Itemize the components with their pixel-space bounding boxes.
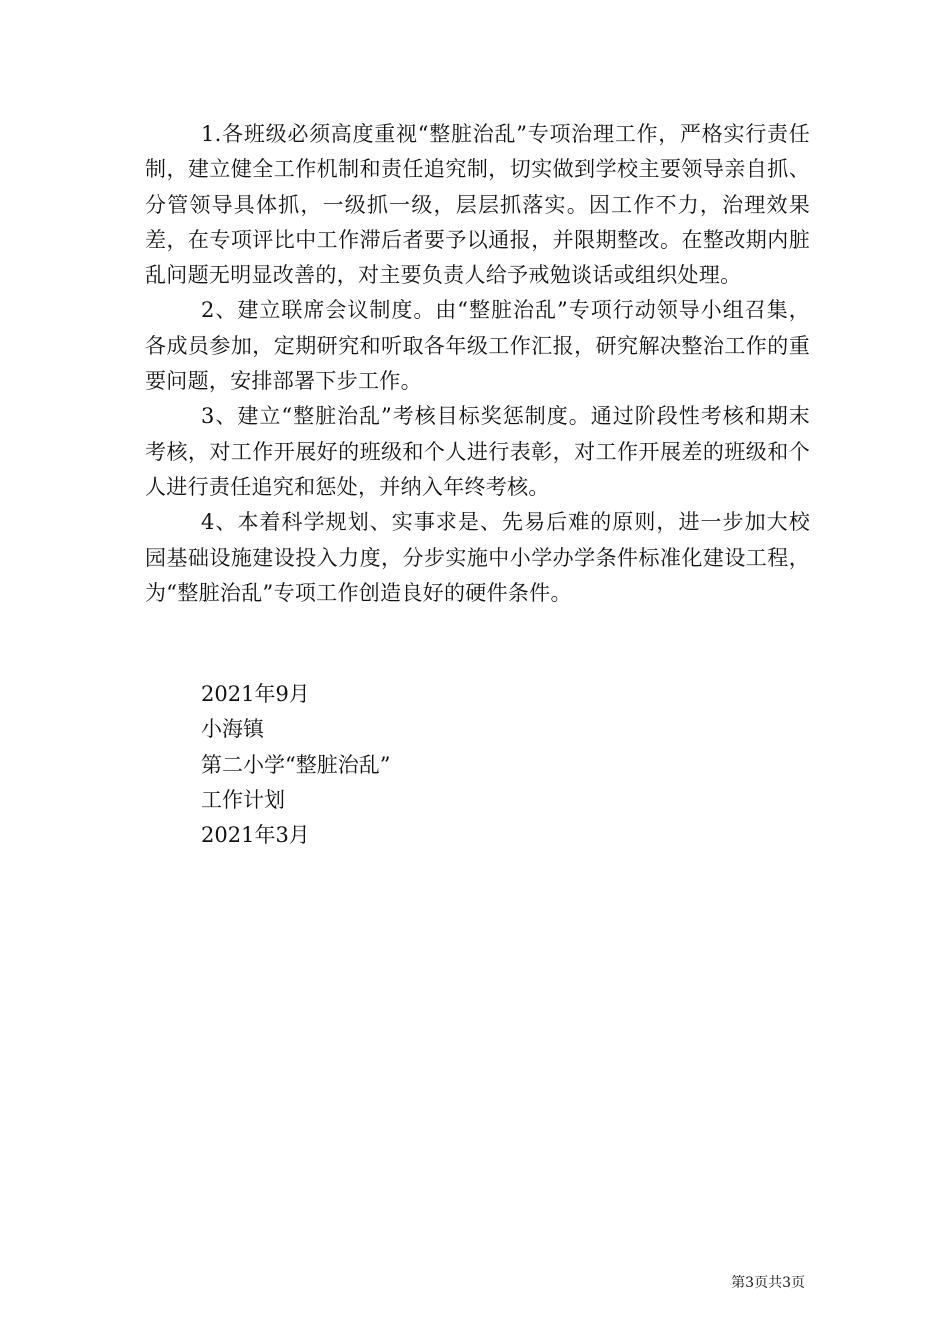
signoff-title: 工作计划 (201, 787, 285, 812)
paragraph-2: 2、建立联席会议制度。由“整脏治乱”专项行动领导小组召集，各成员参加，定期研究和听取各年级工作汇报，研究解决整治工作的重要问题，安排部署下步工作。 (145, 298, 810, 394)
paragraph-3: 3、建立“整脏治乱”考核目标奖惩制度。通过阶段性考核和期末考核，对工作开展好的班级和个人进行表彰，对工作开展差的班级和个人进行责任追究和惩处，并纳入年终考核。 (145, 404, 810, 499)
signoff-school: 第二小学“整脏治乱” (201, 752, 391, 777)
signoff-block (201, 677, 390, 853)
signoff-date-1: 2021年9月 (201, 682, 310, 706)
page-number: 第3页共3页 (731, 1275, 805, 1291)
paragraph-4: 4、本着科学规划、实事求是、先易后难的原则，进一步加大校园基础设施建设投入力度，分步实施中小学办学条件标准化建设工程，为“整脏治乱”专项工作创造良好的硬件条件。 (145, 510, 810, 605)
signoff-date-2: 2021年3月 (201, 823, 310, 848)
paragraph-1: 1.各班级必须高度重视“整脏治乱”专项治理工作，严格实行责任制，建立健全工作机制和责任追究制，切实做到学校主要领导亲自抓、分管领导具体抓，一级抓一级，层层抓落实。因工作不力，治理效果差，在专项评比中工作滞后者要予以通报，并限期整改。在整改期内脏乱问题无明显改善的，对主要负责人给予戒勉谈话或组织处理。 (145, 122, 810, 288)
signoff-town: 小海镇 (201, 717, 264, 742)
document-body (145, 117, 810, 611)
